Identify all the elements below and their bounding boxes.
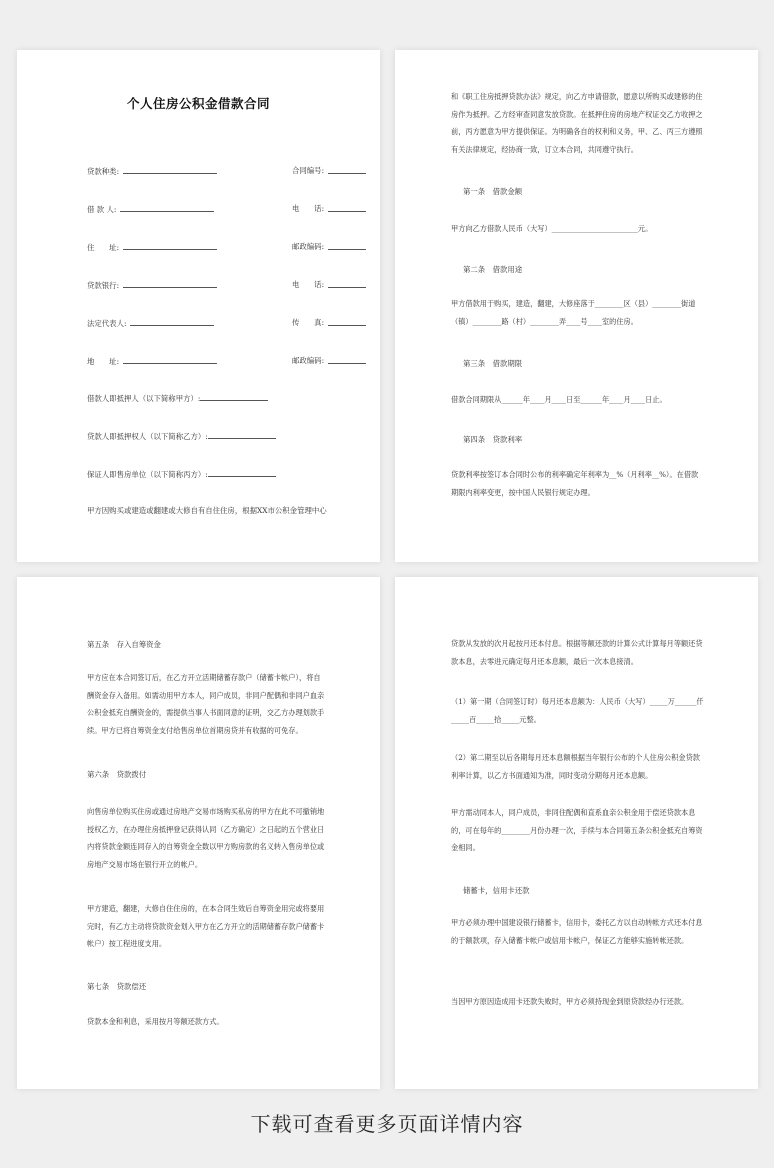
blank-line <box>123 280 217 288</box>
field-borrower: 借 款 人: 电 话: <box>87 204 214 215</box>
field-legal-rep: 法定代表人: 传 真: <box>87 318 214 329</box>
document-page-3 <box>17 577 380 1089</box>
document-page-1 <box>17 50 380 562</box>
party-c: 保证人即售房单位（以下简称丙方）: <box>87 469 276 480</box>
document-title: 个人住房公积金借款合同 <box>126 96 270 111</box>
repayment-text-2: （1）第一期（合同签订时）每月还本息额为：人民币（大写）_____万______仟_____百_____拾_____元整。 <box>451 697 704 724</box>
article-6-text: 向售房单位购买住房或通过房地产交易市场购买私房的甲方在此不可撤销地授权乙方，在办理住房抵押登记获得认同（乙方确定）之日起的五个营业日内将贷款金额连同存入的自筹资金全数以甲方购房款的名义转入售房单位或房地产交易市场在银行开立的帐户。 <box>87 807 325 869</box>
document-page-2 <box>395 50 758 562</box>
blank-line <box>130 318 214 326</box>
article-5-text: 甲方应在本合同签订后，在乙方开立活期储蓄存款户（储蓄卡帐户），将自酬资金存入备用。如需动用甲方本人，同户成员，非同户配偶和非同户血亲公积金抵充自酬资金的，需提供当事人书面同意的证明，交乙方办理划款手续。甲方已将自筹资金支付给售房单位首期房贷并有收据的可免存。 <box>87 673 325 735</box>
party-a: 借款人即抵押人（以下简称甲方）: <box>87 393 268 404</box>
repayment-text-3: （2）第二期至以后各期每月还本息额根据当年银行公布的个人住房公积金贷款利率计算，以乙方书面通知为准，同时变动分期每月还本息额。 <box>451 753 700 780</box>
intro-continued: 和《职工住房抵押贷款办法》规定，向乙方申请借款，愿意以所购买或建修的住房作为抵押。乙方经审查同意发放贷款。在抵押住房的房地产权证交乙方收押之前，丙方愿意为甲方提供保证。为明确各自的权利和义务，甲、乙、丙三方遵照有关法律规定，经协商一致，订立本合同，共同遵守执行。 <box>451 92 703 154</box>
article-6-title: 第六条 贷款拨付 <box>87 770 147 779</box>
field-loan-type: 贷款种类: 合同编号: <box>87 166 217 177</box>
article-7-title: 第七条 贷款偿还 <box>87 982 147 991</box>
download-more-banner[interactable]: 下载可查看更多页面详情内容 <box>250 1112 524 1136</box>
blank-line <box>208 431 276 439</box>
party-b: 贷款人即抵押权人（以下简称乙方）: <box>87 431 276 442</box>
blank-line <box>123 166 217 174</box>
article-1-title: 第一条 借款金额 <box>463 187 523 196</box>
blank-line <box>328 166 366 174</box>
article-4-text: 贷款利率按签订本合同时公布的利率确定年利率为__%（月利率__%）。在借款期限内利率变更，按中国人民银行规定办理。 <box>451 470 699 497</box>
intro-text: 甲方因购买或建造或翻建或大修自有自住住房，根据XX市公积金管理中心 <box>87 506 327 515</box>
field-lending-bank: 贷款银行: 电 话: <box>87 280 217 291</box>
blank-line <box>328 280 366 288</box>
article-5-title: 第五条 存入自筹资金 <box>87 640 161 649</box>
blank-line <box>120 204 214 212</box>
article-2-title: 第二条 借款用途 <box>463 265 523 274</box>
article-3-text: 借款合同期限从______年____月____日至______年____月____日止。 <box>451 395 667 404</box>
document-page-4 <box>395 577 758 1089</box>
blank-line <box>123 356 217 364</box>
article-7-text: 贷款本金和利息，采用按月等额还款方式。 <box>87 1017 224 1026</box>
field-address: 住 址: 邮政编码: <box>87 242 217 253</box>
repayment-text-5: 甲方必须办理中国建设银行储蓄卡，信用卡，委托乙方以自动转帐方式还本付息的于额款项，存入储蓄卡帐户或信用卡帐户，保证乙方能够实施转帐还款。 <box>451 918 703 945</box>
repayment-text-1: 贷款从发放的次月起按月还本付息。根据等额还款的计算公式计算每月等额还贷款本息，去零进元确定每月还本息额，最后一次本息接清。 <box>451 639 703 666</box>
repayment-text-4: 甲方需动同本人，同户成员，非同住配偶和直系血亲公积金用于偿还贷款本息的，可在每年的________月份办理一次，手续与本合同第五条公积金抵充自筹资金相同。 <box>451 808 703 853</box>
field-bank-address: 地 址: 邮政编码: <box>87 356 217 367</box>
blank-line <box>328 242 366 250</box>
blank-line <box>328 204 366 212</box>
blank-line <box>123 242 217 250</box>
article-1-text: 甲方向乙方借款人民币（大写）________________________元。 <box>451 224 653 233</box>
article-3-title: 第三条 借款期限 <box>463 359 523 368</box>
blank-line <box>200 393 268 401</box>
article-2-text: 甲方借款用于购买，建造，翻建，大修座落于________区（县）________街道（镇）________路（村）________弄____号____室的住房。 <box>451 299 696 326</box>
article-4-title: 第四条 贷款利率 <box>463 435 523 444</box>
blank-line <box>208 469 276 477</box>
card-repayment-title: 储蓄卡，信用卡还款 <box>463 886 530 895</box>
article-6-text-2: 甲方建造，翻建，大修自住住房的，在本合同生效后自筹资金用完或将要用完时，有乙方主动将贷款资金划入甲方在乙方开立的活期储蓄存款户储蓄卡帐户）按工程进度支用。 <box>87 904 325 949</box>
repayment-text-6: 当因甲方原因造成用卡还款失败时，甲方必须持现金到原贷款经办行还款。 <box>451 997 689 1006</box>
blank-line <box>328 356 366 364</box>
blank-line <box>328 318 366 326</box>
